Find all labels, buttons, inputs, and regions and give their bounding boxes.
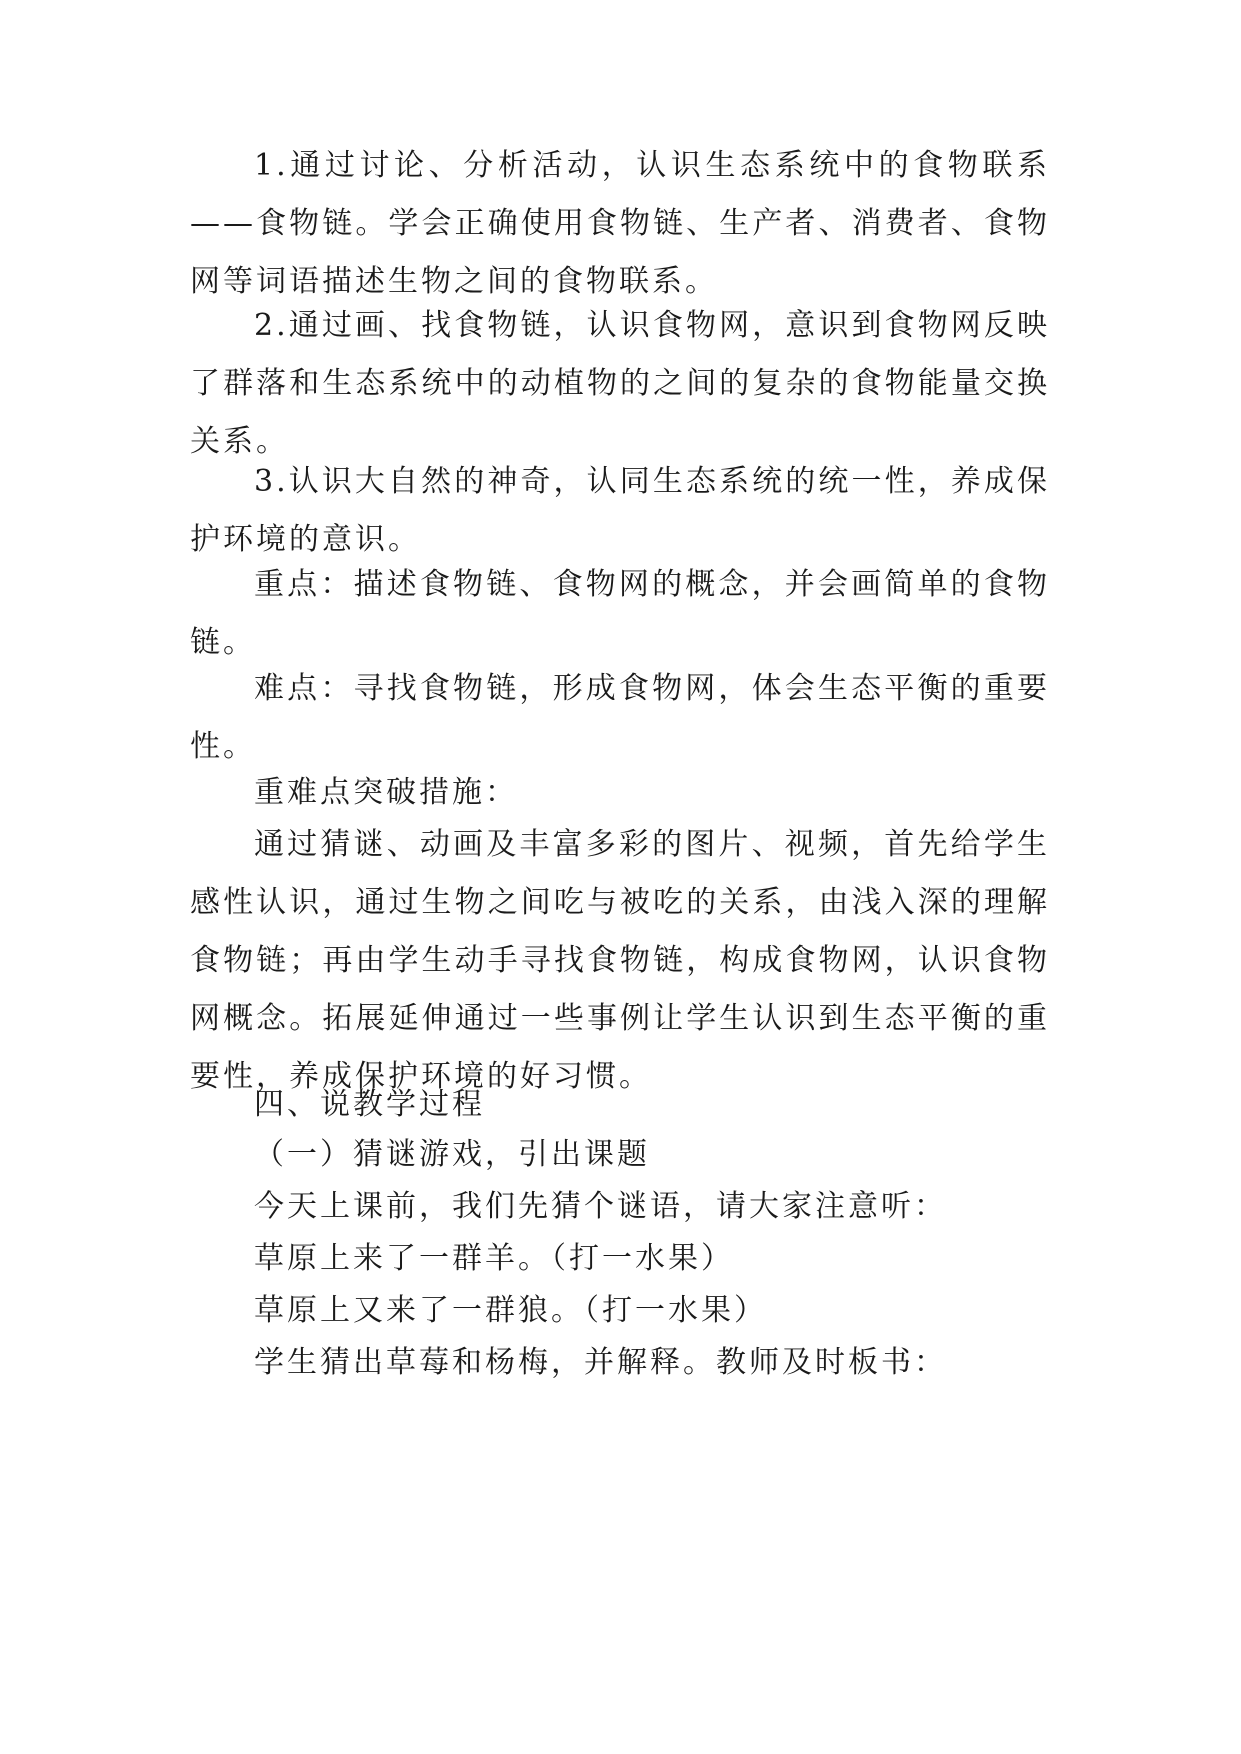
objective-3-paragraph: 3.认识大自然的神奇，认同生态系统的统一性，养成保护环境的意识。 — [190, 464, 1050, 557]
riddle-intro-line: 今天上课前，我们先猜个谜语，请大家注意听： — [254, 1189, 947, 1224]
key-point-paragraph: 重点：描述食物链、食物网的概念，并会画简单的食物链。 — [190, 567, 1050, 660]
section-four-heading: 四、说教学过程 — [254, 1087, 485, 1122]
breakthrough-paragraph: 通过猜谜、动画及丰富多彩的图片、视频，首先给学生感性认识，通过生物之间吃与被吃的关系，由浅入深的理解食物链；再由学生动手寻找食物链，构成食物网，认识食物网概念。拓展延伸通过一些事例让学生认识到生态平衡的重要性，养成保护环境的好习惯。 — [190, 827, 1050, 1094]
subsection-one-heading: （一）猜谜游戏，引出课题 — [254, 1137, 650, 1172]
objective-1-paragraph: 1.通过讨论、分析活动，认识生态系统中的食物联系——食物链。学会正确使用食物链、生产者、消费者、食物网等词语描述生物之间的食物联系。 — [190, 148, 1050, 299]
riddle-one-line: 草原上来了一群羊。（打一水果） — [254, 1241, 734, 1276]
student-answer-line: 学生猜出草莓和杨梅，并解释。教师及时板书： — [254, 1345, 947, 1380]
difficulty-paragraph: 难点：寻找食物链，形成食物网，体会生态平衡的重要性。 — [190, 671, 1050, 764]
objective-2-paragraph: 2.通过画、找食物链，认识食物网，意识到食物网反映了群落和生态系统中的动植物的之间的复杂的食物能量交换关系。 — [190, 308, 1050, 459]
riddle-two-line: 草原上又来了一群狼。（打一水果） — [254, 1293, 767, 1328]
breakthrough-heading: 重难点突破措施： — [254, 775, 518, 810]
